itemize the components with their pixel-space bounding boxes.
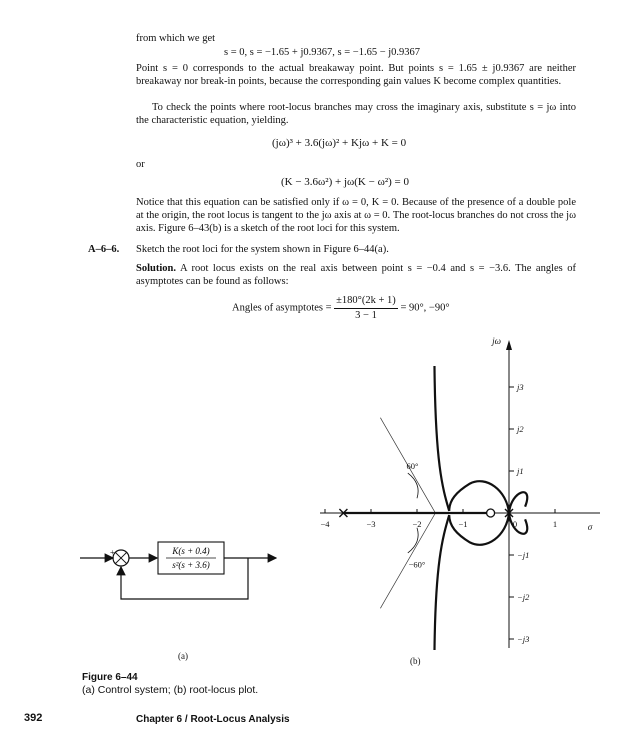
- real-tick-label: −4: [320, 519, 330, 529]
- intro-line: from which we get: [136, 33, 216, 44]
- solution-label: Solution.: [136, 263, 176, 274]
- angle-arc-lower: [408, 528, 418, 553]
- paragraph-check: [136, 101, 576, 127]
- asymptote-label: Angles of asymptotes =: [232, 302, 332, 314]
- asymptote-numerator: ±180°(2k + 1): [334, 294, 398, 309]
- figure-label: Figure 6–44: [82, 672, 138, 683]
- tf-denominator: s²(s + 3.6): [172, 560, 210, 570]
- minus-sign: −: [118, 567, 124, 577]
- angle-label-60: 60°: [406, 460, 419, 471]
- asymptote-denominator: 3 − 1: [355, 310, 377, 321]
- real-tick-label: 1: [552, 519, 558, 529]
- angle-label-minus-60: −60°: [408, 559, 426, 570]
- imag-tick-label: −j3: [517, 634, 530, 644]
- figure-caption: (a) Control system; (b) root-locus plot.: [82, 684, 259, 696]
- characteristic-equation-1: (jω)³ + 3.6(jω)² + Kjω + K = 0: [272, 137, 407, 149]
- asymptote-result: = 90°, −90°: [400, 302, 450, 314]
- paragraph-breakaway: [136, 62, 576, 88]
- real-tick-label: −2: [412, 519, 422, 529]
- solution-paragraph: [136, 262, 576, 288]
- root-locus-plot: [290, 330, 610, 650]
- imag-tick-label: −j1: [517, 550, 530, 560]
- chapter-footer: Chapter 6 / Root-Locus Analysis: [136, 714, 290, 725]
- asymptote-fraction: [334, 294, 398, 323]
- figure-b-label: (b): [410, 656, 421, 666]
- locus-branch-upper-loop: [449, 481, 509, 513]
- problem-statement: Sketch the root loci for the system shown in Figure 6–44(a).: [136, 244, 389, 255]
- solution-text: A root locus exists on the real axis between point s = −0.4 and s = −3.6. The angles of asymptotes can be found as follows:: [136, 263, 577, 287]
- imaginary-axis-arrow: [506, 340, 512, 350]
- paragraph-notice: [136, 196, 576, 235]
- imag-tick-label: j3: [517, 382, 524, 392]
- sigma-label: σ: [587, 522, 593, 532]
- locus-asymptotic-branch-upper: [434, 366, 449, 511]
- characteristic-equation-2: (K − 3.6ω²) + jω(K − ω²) = 0: [281, 176, 409, 188]
- page-number: 392: [24, 712, 43, 724]
- solutions-equation: s = 0, s = −1.65 + j0.9367, s = −1.65 − j0.9367: [224, 47, 421, 58]
- angle-arc-upper: [408, 473, 418, 498]
- zero-marker: [487, 509, 495, 517]
- paragraph-check-text: To check the points where root-locus branches may cross the imaginary axis, substitute s = jω into the characteristic equation, yielding.: [136, 102, 576, 126]
- real-tick-label: 0: [512, 519, 518, 529]
- tf-numerator: K(s + 0.4): [172, 546, 210, 556]
- jw-axis-label: jω: [492, 336, 501, 346]
- problem-number: A–6–6.: [88, 244, 120, 255]
- locus-asymptotic-branch-lower: [434, 515, 449, 650]
- plus-sign: +: [110, 548, 115, 557]
- paragraph-breakaway-text: Point s = 0 corresponds to the actual breakaway point. But points s = 1.65 ± j0.9367 are neither breakaway nor break-in points, because the corresponding gain values K become complex quantities.: [136, 63, 576, 87]
- or-word: or: [136, 159, 145, 170]
- imag-tick-label: −j2: [517, 592, 530, 602]
- imag-tick-label: j1: [517, 466, 524, 476]
- real-tick-label: −3: [366, 519, 376, 529]
- real-tick-label: −1: [458, 519, 468, 529]
- imag-tick-label: j2: [517, 424, 524, 434]
- asymptote-equation: [232, 294, 450, 323]
- figure-a-label: (a): [178, 651, 188, 661]
- block-diagram: [80, 525, 280, 605]
- paragraph-notice-text: Notice that this equation can be satisfied only if ω = 0, K = 0. Because of the presence of a double pole at the origin, the root locus is tangent to the jω axis at ω = 0. The root-locus branches do not cross the jω axis. Figure 6–43(b) is a sketch of the root loci for this system.: [136, 197, 576, 234]
